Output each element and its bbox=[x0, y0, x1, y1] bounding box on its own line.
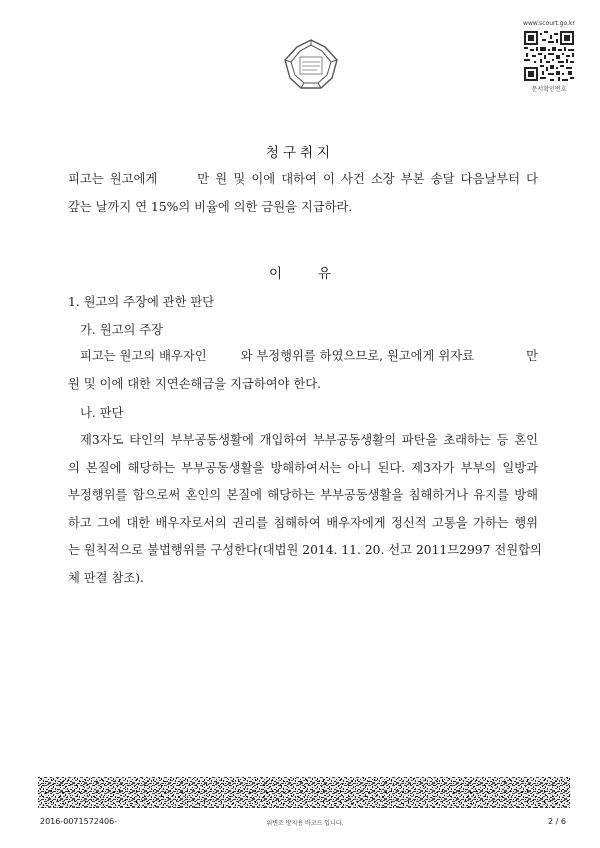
na-line-2: 의 본질에 해당하는 부부공동생활을 방해하여서는 아니 된다. 제3자가 부부의 일방과 bbox=[68, 460, 538, 475]
court-seal-emblem bbox=[281, 38, 341, 92]
subsection-na-heading: 나. 판단 bbox=[80, 406, 124, 420]
claim-line-2: 갚는 날까지 연 15%의 비율에 의한 금원을 지급하라. bbox=[68, 199, 353, 214]
anti-forgery-barcode bbox=[38, 777, 570, 808]
section-1-heading: 1. 원고의 주장에 관한 판단 bbox=[68, 295, 215, 309]
claim-line-1-part-b: 만 원 및 이에 대하여 이 사건 소장 부본 송달 다음날부터 다 bbox=[197, 172, 538, 186]
ga-line-1-part-a: 피고는 원고의 배우자인 bbox=[80, 349, 207, 363]
na-line-4: 하고 그에 대한 배우자로서의 권리를 침해하여 배우자에게 정신적 고통을 가하는 행위 bbox=[68, 515, 538, 530]
reason-heading-right: 유 bbox=[318, 266, 332, 282]
claim-heading: 청구취지 bbox=[265, 145, 335, 161]
ga-line-2: 원 및 이에 대한 지연손해금을 지급하여야 한다. bbox=[68, 376, 322, 391]
claim-line-1 bbox=[68, 166, 538, 194]
page-number: 2 / 6 bbox=[548, 817, 566, 826]
na-line-6: 체 판결 참조). bbox=[68, 570, 144, 585]
na-paragraph bbox=[68, 427, 542, 593]
document-number: 2016-0071572406- bbox=[40, 817, 118, 826]
na-line-3: 부정행위를 함으로써 혼인의 본질에 해당하는 부부공동생활을 침해하거나 유지를 방해 bbox=[68, 488, 538, 503]
claim-line-1-part-a: 피고는 원고에게 bbox=[68, 172, 158, 186]
ga-line-1-part-c: 만 bbox=[526, 349, 538, 363]
na-line-1: 제3자도 타인의 부부공동생활에 개입하여 부부공동생활의 파탄을 초래하는 등 혼인 bbox=[80, 433, 538, 447]
ga-line-1 bbox=[68, 343, 538, 371]
qr-caption-text: 문서확인번호 bbox=[531, 86, 567, 93]
barcode-notice: 위변조 방지용 바코드 입니다. bbox=[266, 820, 344, 827]
reason-heading-left: 이 bbox=[268, 266, 282, 282]
subsection-ga-heading: 가. 원고의 주장 bbox=[80, 323, 163, 337]
qr-url-text: www.scourt.go.kr bbox=[523, 20, 575, 27]
ga-paragraph bbox=[68, 343, 538, 398]
claim-paragraph bbox=[68, 166, 538, 221]
qr-code-icon bbox=[524, 31, 574, 81]
na-line-5: 는 원칙적으로 불법행위를 구성한다(대법원 2014. 11. 20. 선고 2011므2997 전원합의 bbox=[68, 543, 542, 558]
ga-line-1-part-b: 와 부정행위를 하였으므로, 원고에게 위자료 bbox=[240, 349, 474, 363]
reason-heading bbox=[0, 262, 600, 282]
